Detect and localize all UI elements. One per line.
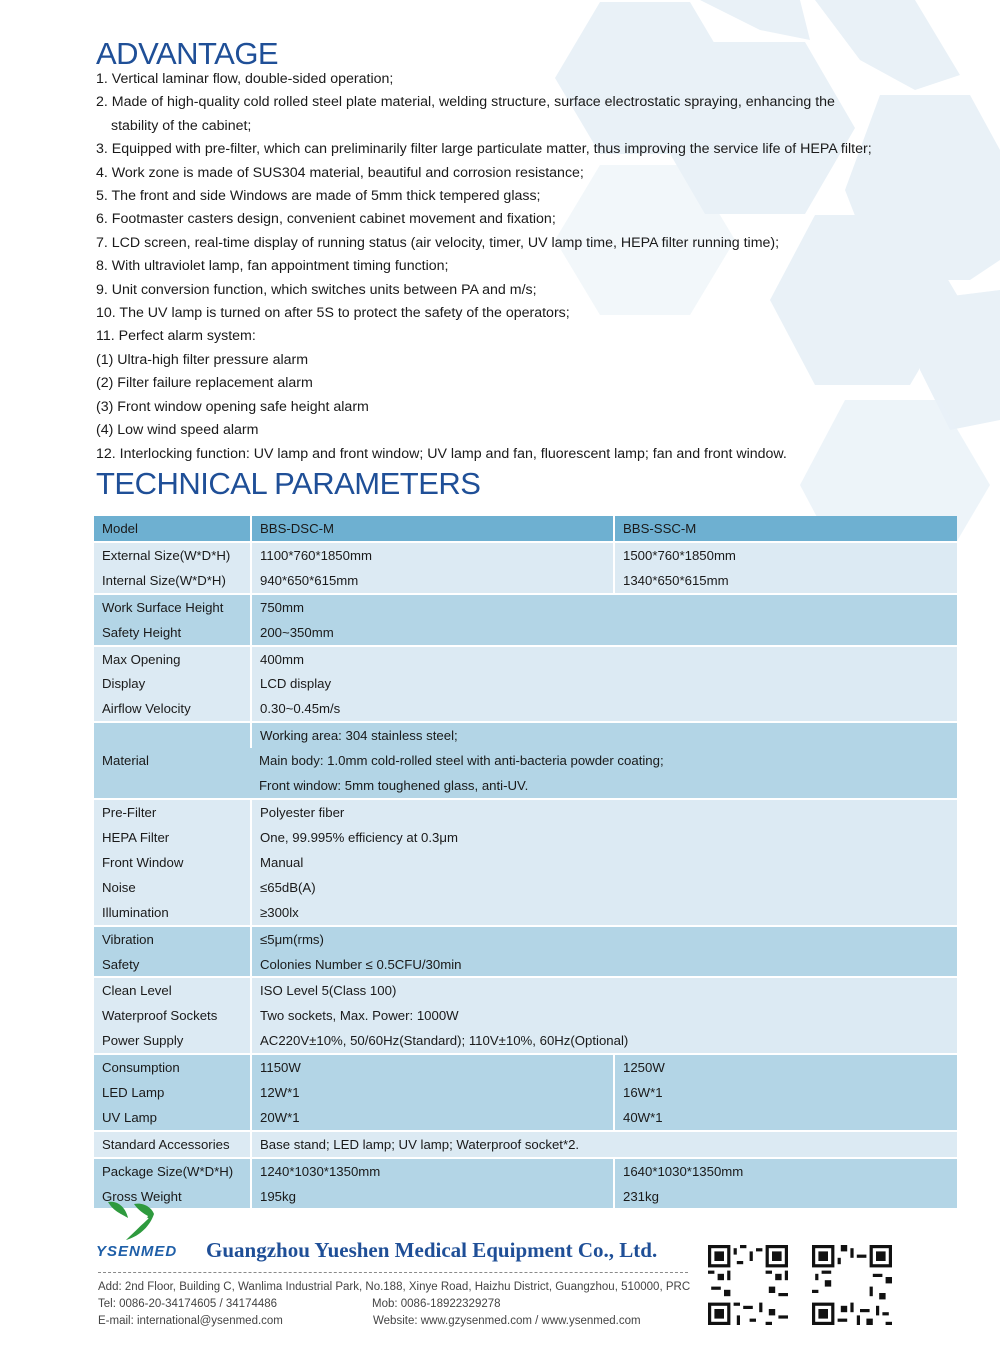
advantage-item: 10. The UV lamp is turned on after 5S to protect the safety of the operators; <box>96 305 570 322</box>
table-row <box>94 952 957 978</box>
row-label: Internal Size(W*D*H) <box>94 568 251 594</box>
table-row <box>94 1158 957 1184</box>
advantage-item: 3. Equipped with pre-filter, which can preliminarily filter large particulate matter, thus improving the service life of HEPA filter; <box>96 141 872 158</box>
row-label: Power Supply <box>94 1028 251 1054</box>
header-cell: BBS-DSC-M <box>251 516 614 542</box>
table-row <box>94 900 957 926</box>
table-row <box>94 1003 957 1028</box>
alarm-item: (3) Front window opening safe height alarm <box>96 398 369 415</box>
row-value: 750mm <box>251 594 957 620</box>
email-link[interactable]: E-mail: international@ysenmed.com <box>98 1315 283 1327</box>
table-row <box>94 722 957 748</box>
advantage-item: 2. Made of high-quality cold rolled steel plate material, welding structure, surface electrostatic spraying, enhancing the <box>96 94 835 111</box>
row-value: 1500*760*1850mm <box>614 542 957 568</box>
row-label: LED Lamp <box>94 1080 251 1105</box>
row-label: Work Surface Height <box>94 594 251 620</box>
spec-table <box>94 516 957 1208</box>
tel-text: Tel: 0086-20-34174605 / 34174486 <box>98 1298 278 1310</box>
row-value: 940*650*615mm <box>251 568 614 594</box>
row-value: 1240*1030*1350mm <box>251 1158 614 1184</box>
alarm-item: (2) Filter failure replacement alarm <box>96 375 313 392</box>
row-value: 1100*760*1850mm <box>251 542 614 568</box>
advantage-heading: ADVANTAGE <box>96 36 279 71</box>
row-label: Package Size(W*D*H) <box>94 1158 251 1184</box>
address-text: Add: 2nd Floor, Building C, Wanlima Industrial Park, No.188, Xinye Road, Haizhu District, Guangzhou, 510000, PRC <box>98 1281 691 1293</box>
table-row <box>94 646 957 672</box>
table-row <box>94 875 957 900</box>
row-label: Safety <box>94 952 251 978</box>
row-value: Polyester fiber <box>251 799 957 825</box>
table-row <box>94 568 957 594</box>
table-row <box>94 1131 957 1158</box>
advantage-item: 8. With ultraviolet lamp, fan appointment timing function; <box>96 258 449 275</box>
advantage-item: 9. Unit conversion function, which switches units between PA and m/s; <box>96 281 537 298</box>
row-value: 1640*1030*1350mm <box>614 1158 957 1184</box>
brand-name: YSENMED <box>96 1243 178 1260</box>
row-value: Two sockets, Max. Power: 1000W <box>251 1003 957 1028</box>
row-value: LCD display <box>251 671 957 696</box>
row-label: Standard Accessories <box>94 1131 251 1158</box>
row-label: External Size(W*D*H) <box>94 542 251 568</box>
header-cell: BBS-SSC-M <box>614 516 957 542</box>
row-value: ≥300lx <box>251 900 957 926</box>
row-label: Safety Height <box>94 620 251 646</box>
row-value: ≤5μm(rms) <box>251 926 957 952</box>
row-value: 200~350mm <box>251 620 957 646</box>
company-name: Guangzhou Yueshen Medical Equipment Co., Ltd. <box>206 1238 658 1262</box>
row-value: 1150W <box>251 1054 614 1080</box>
row-value: 231kg <box>614 1184 957 1209</box>
advantage-item: 4. Work zone is made of SUS304 material, beautiful and corrosion resistance; <box>96 164 584 181</box>
row-label: Max Opening <box>94 646 251 672</box>
table-row <box>94 799 957 825</box>
qr-code-icon <box>708 1245 788 1325</box>
table-row <box>94 825 957 850</box>
advantage-item: 5. The front and side Windows are made of 5mm thick tempered glass; <box>96 188 541 205</box>
row-label: Consumption <box>94 1054 251 1080</box>
row-label: Clean Level <box>94 977 251 1003</box>
row-value: One, 99.995% efficiency at 0.3μm <box>251 825 957 850</box>
header-cell: Model <box>94 516 251 542</box>
table-row <box>94 696 957 722</box>
advantage-item-continuation: stability of the cabinet; <box>111 117 252 134</box>
row-value: 1340*650*615mm <box>614 568 957 594</box>
advantage-item: 6. Footmaster casters design, convenient cabinet movement and fixation; <box>96 211 556 228</box>
advantage-item: 12. Interlocking function: UV lamp and front window; UV lamp and fan, fluorescent lamp; fan and front window. <box>96 445 787 462</box>
table-row <box>94 1054 957 1080</box>
table-row <box>94 671 957 696</box>
mobile-text: Mob: 0086-18922329278 <box>372 1298 501 1310</box>
row-value: 40W*1 <box>614 1105 957 1131</box>
row-label: Airflow Velocity <box>94 696 251 722</box>
advantage-item: 1. Vertical laminar flow, double-sided operation; <box>96 71 394 87</box>
row-value: 12W*1 <box>251 1080 614 1105</box>
row-value: ISO Level 5(Class 100) <box>251 977 957 1003</box>
row-label: Front Window <box>94 850 251 875</box>
row-label: HEPA Filter <box>94 825 251 850</box>
table-row <box>94 1105 957 1131</box>
advantage-item: 11. Perfect alarm system: <box>96 328 256 345</box>
row-label: Material <box>94 722 251 799</box>
row-value: Front window: 5mm toughened glass, anti-UV. <box>251 773 957 799</box>
row-value: 16W*1 <box>614 1080 957 1105</box>
row-label: Noise <box>94 875 251 900</box>
row-value: Base stand; LED lamp; UV lamp; Waterproof socket*2. <box>251 1131 957 1158</box>
row-label: Waterproof Sockets <box>94 1003 251 1028</box>
table-row <box>94 850 957 875</box>
row-label: Gross Weight <box>94 1184 251 1209</box>
row-value: Main body: 1.0mm cold-rolled steel with anti-bacteria powder coating; <box>251 748 957 773</box>
table-row <box>94 926 957 952</box>
table-row <box>94 1028 957 1054</box>
row-value: Manual <box>251 850 957 875</box>
row-value: 400mm <box>251 646 957 672</box>
website-link[interactable]: Website: www.gzysenmed.com / www.ysenmed.com <box>373 1315 641 1327</box>
technical-parameters-heading: TECHNICAL PARAMETERS <box>96 466 481 501</box>
row-value: 0.30~0.45m/s <box>251 696 957 722</box>
advantage-list <box>96 68 956 466</box>
table-row <box>94 620 957 646</box>
row-value: ≤65dB(A) <box>251 875 957 900</box>
footer-divider <box>98 1272 688 1273</box>
table-header-row <box>94 516 957 542</box>
table-row <box>94 542 957 568</box>
row-value: 195kg <box>251 1184 614 1209</box>
row-label: Pre-Filter <box>94 799 251 825</box>
row-label: Illumination <box>94 900 251 926</box>
row-value: Working area: 304 stainless steel; <box>251 722 957 748</box>
row-label: Vibration <box>94 926 251 952</box>
row-label: Display <box>94 671 251 696</box>
table-row <box>94 1184 957 1209</box>
table-row <box>94 1080 957 1105</box>
table-row <box>94 977 957 1003</box>
alarm-item: (4) Low wind speed alarm <box>96 422 259 439</box>
row-label: UV Lamp <box>94 1105 251 1131</box>
row-value: AC220V±10%, 50/60Hz(Standard); 110V±10%, 60Hz(Optional) <box>251 1028 957 1054</box>
qr-code-icon <box>812 1245 892 1325</box>
row-value: 1250W <box>614 1054 957 1080</box>
advantage-item: 7. LCD screen, real-time display of running status (air velocity, timer, UV lamp time, HEPA filter running time); <box>96 234 780 251</box>
row-value: 20W*1 <box>251 1105 614 1131</box>
alarm-item: (1) Ultra-high filter pressure alarm <box>96 351 309 368</box>
table-row <box>94 594 957 620</box>
row-value: Colonies Number ≤ 0.5CFU/30min <box>251 952 957 978</box>
ysenmed-logo-icon <box>104 1198 160 1242</box>
